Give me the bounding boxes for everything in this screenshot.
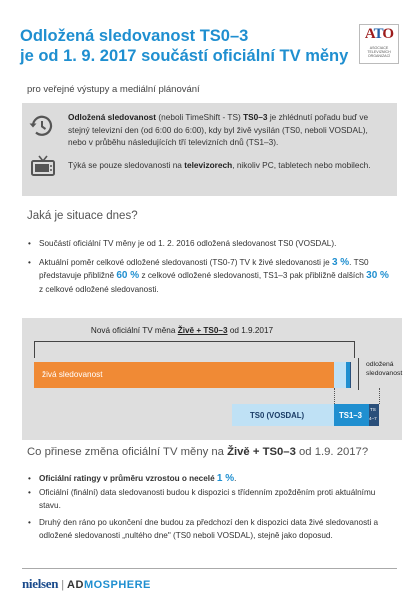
- title-line-2: je od 1. 9. 2017 součástí oficiální TV měny: [20, 47, 349, 65]
- bar-ts47: [350, 362, 351, 388]
- ato-logo: [359, 24, 399, 64]
- footer-separator: |: [61, 579, 65, 591]
- segment-ts0: [232, 404, 334, 426]
- definition-paragraph-2: Týká se pouze sledovanosti na televizorech, nikoliv PC, tabletech nebo mobilech.: [68, 160, 371, 170]
- change-bullet-2: • Oficiální (finální) data sledovanosti budou k dispozici s třídenním zpožděním proti aktuálnímu stavu.: [28, 486, 390, 513]
- footer-logos: [22, 576, 151, 592]
- change-heading: Co přinese změna oficiální TV měny na Živě + TS0–3 od 1.9. 2017?: [27, 446, 369, 458]
- zoom-guide-left: [334, 388, 335, 404]
- subtitle: pro veřejné výstupy a mediální plánování: [27, 84, 200, 95]
- ato-logo-text: ASOCIACE TELEVIZNÍCH ORGANIZACÍ: [367, 46, 391, 59]
- bar-ts0: [334, 362, 346, 388]
- situation-bullet-2: • Aktuální poměr celkové odložené sledovanosti (TS0-7) TV k živé sledovanosti je 3 %. TS0 představuje přibližně 60 % z celkové odložené sledovanosti, TS1–3 pak přibližně dalších 30 % z celkové odložené sledovanosti.: [28, 256, 390, 297]
- footer-divider: [22, 568, 397, 569]
- situation-bullet-1: • Součástí oficiální TV měny je od 1. 2. 2016 odložená sledovanost TS0 (VOSDAL).: [28, 237, 390, 251]
- title-line-1: Odložená sledovanost TS0–3: [20, 27, 249, 45]
- change-bullet-3: • Druhý den ráno po ukončení dne budou za předchozí den k dispozici data živé sledovanosti a odložené sledovanosti „nultého dne" (TS0 neboli VOSDAL), stejně jako doposud.: [28, 516, 390, 543]
- tv-icon: [30, 153, 56, 179]
- situation-list: [28, 237, 390, 296]
- bar-live-viewing: [34, 362, 334, 388]
- situation-heading: Jaká je situace dnes?: [27, 210, 138, 222]
- highlight-3pct: 3 %: [331, 256, 350, 268]
- tv-currency-chart: [22, 318, 402, 440]
- segment-ts-label: TS: [370, 407, 376, 412]
- page-title: [20, 26, 360, 66]
- definition-paragraph-1: Odložená sledovanost (neboli TimeShift - TS) TS0–3 je zhlédnutí pořadu buď ve stejný televizní den (od 6:00 do 6:00), kdy byl živě vysílán (TS0, neboli VOSDAL), nebo v průběhu následujících tří televizních dnů (TS1–3).: [68, 112, 369, 147]
- history-icon: [28, 113, 54, 139]
- admosphere-logo-ad: AD: [67, 579, 84, 591]
- deferred-viewing-label: odložená sledovanost: [366, 361, 403, 377]
- highlight-1pct: 1 %: [216, 473, 235, 484]
- segment-ts13: [334, 404, 369, 426]
- definition-box: [22, 103, 397, 196]
- ato-logo-mark: ATO: [364, 26, 394, 42]
- segment-ts0-label: TS0 (VOSDAL): [250, 411, 305, 420]
- live-viewing-label: živá sledovanost: [42, 370, 103, 379]
- segment-ts47: [369, 404, 379, 426]
- chart-title: Nová oficiální TV měna Živě + TS0–3 od 1.9.2017: [90, 326, 274, 335]
- admosphere-logo-mosphere: MOSPHERE: [83, 579, 151, 591]
- deferred-bracket: [358, 358, 365, 390]
- segment-ts13-label: TS1–3: [339, 411, 362, 420]
- nielsen-logo: nielsen: [22, 576, 59, 591]
- segment-47-label: 4–7: [369, 416, 377, 421]
- change-list: [28, 472, 390, 543]
- zoom-guide-right: [379, 388, 380, 404]
- currency-bracket: [34, 341, 355, 358]
- highlight-60pct: 60 %: [116, 270, 140, 281]
- highlight-30pct: 30 %: [366, 270, 389, 281]
- change-bullet-1: • Oficiální ratingy v průměru vzrostou o necelé 1 %.: [28, 472, 390, 486]
